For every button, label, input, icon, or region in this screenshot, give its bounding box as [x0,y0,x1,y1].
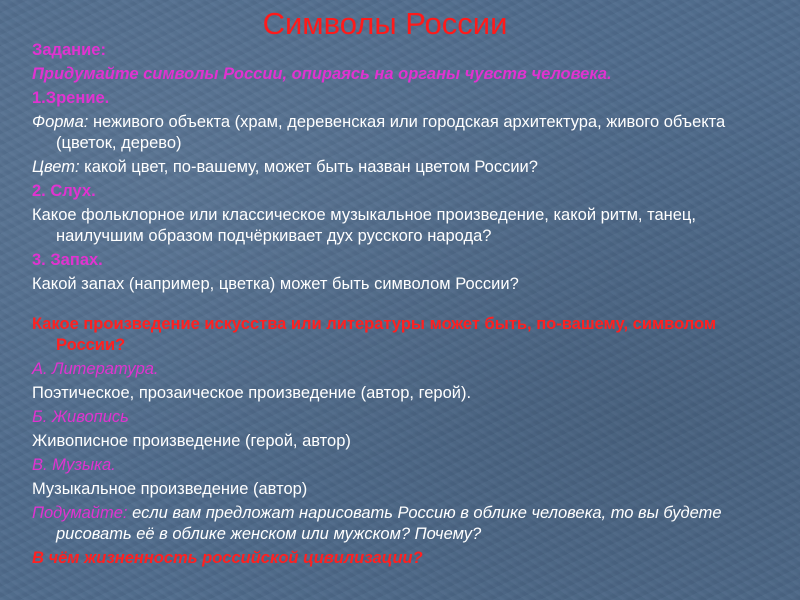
task-label: Задание: [32,41,106,59]
think-label: Подумайте: [32,504,128,522]
literature-text: Поэтическое, прозаическое произведение (автор, герой). [32,384,472,402]
literature-heading: А. Литература. [32,360,159,378]
smell-text: Какой запах (например, цветка) может быть символом России? [32,275,519,293]
painting-text: Живописное произведение (герой, автор) [32,432,351,450]
sight-color [32,157,742,178]
think-text: если вам предложат нарисовать Россию в облике человека, то вы будете рисовать её в облике женском или мужском? Почему? [56,504,722,543]
slide-content [32,40,742,572]
spacer [32,298,742,314]
task-text: Придумайте символы России, опираясь на органы чувств человека. [32,65,612,83]
final-question: В чём жизненность российской цивилизации? [32,549,423,567]
color-label: Цвет: [32,158,80,176]
hearing-heading: 2. Слух. [32,182,96,200]
slide-title: Символы России [262,6,508,41]
color-text: какой цвет, по-вашему, может быть назван цветом России? [79,158,538,176]
smell-heading: 3. Запах. [32,251,103,269]
hearing-text: Какое фольклорное или классическое музыкальное произведение, какой ритм, танец, наилучшим образом подчёркивает дух русского народа? [32,206,696,245]
form-label: Форма: [32,113,89,131]
think-block [32,503,742,545]
music-heading: В. Музыка. [32,456,116,474]
sight-heading: 1.Зрение. [32,89,110,107]
sight-form [32,112,742,154]
form-text: неживого объекта (храм, деревенская или городская архитектура, живого объекта (цветок, дерево) [56,113,726,152]
art-question: Какое произведение искусства или литературы может быть, по-вашему, символом России? [32,315,717,354]
music-text: Музыкальное произведение (автор) [32,480,308,498]
painting-heading: Б. Живопись [32,408,129,426]
